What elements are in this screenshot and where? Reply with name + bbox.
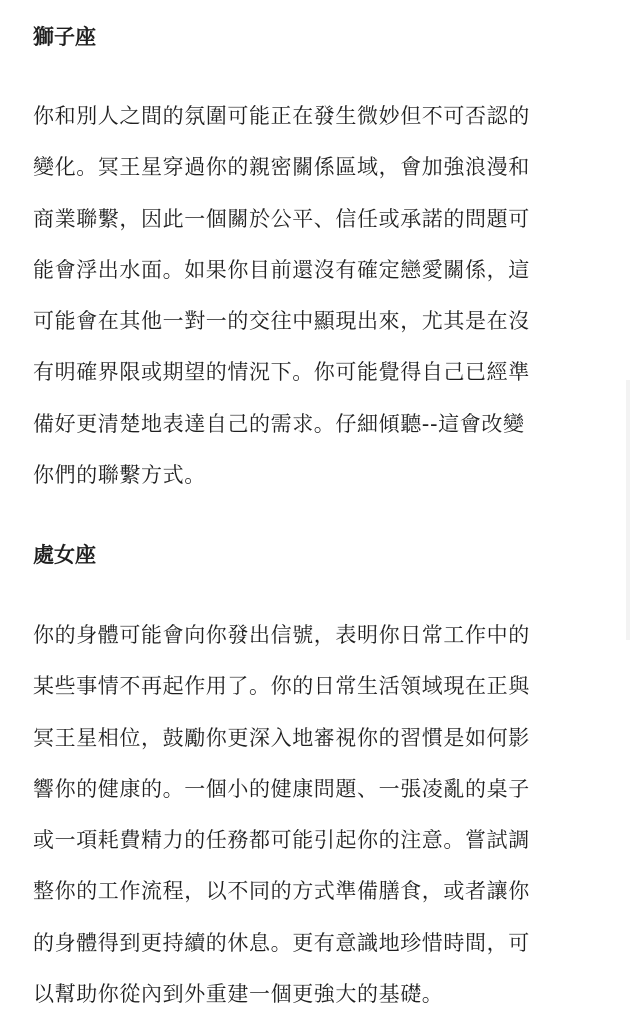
text-line: 能會浮出水面。如果你目前還沒有確定戀愛關係，這 [33,257,530,282]
text-line: 或一項耗費精力的任務都可能引起你的注意。嘗試調 [33,828,530,853]
text-line: 可能會在其他一對一的交往中顯現出來，尤其是在沒 [33,309,530,334]
text-line: 有明確界限或期望的情況下。你可能覺得自己已經準 [33,360,530,385]
text-line: 冥王星相位，鼓勵你更深入地審視你的習慣是如何影 [33,725,530,750]
text-line: 備好更清楚地表達自己的需求。仔細傾聽--這會改變 [33,411,525,436]
text-line: 以幫助你從內到外重建一個更強大的基礎。 [33,982,444,1007]
section-body-virgo [33,610,603,1020]
text-line: 商業聯繫，因此一個關於公平、信任或承諾的問題可 [33,206,530,231]
text-line: 變化。冥王星穿過你的親密關係區域，會加強浪漫和 [33,155,530,180]
text-line: 你的身體可能會向你發出信號，表明你日常工作中的 [33,623,530,647]
text-line: 你們的聯繫方式。 [33,463,206,488]
text-line: 響你的健康的。一個小的健康問題、一張凌亂的桌子 [33,776,530,801]
text-line: 的身體得到更持續的休息。更有意識地珍惜時間，可 [33,930,530,955]
text-line: 某些事情不再起作用了。你的日常生活領域現在正與 [33,674,530,699]
scrollbar[interactable] [626,380,630,640]
text-line: 整你的工作流程，以不同的方式準備膳食，或者讓你 [33,879,530,904]
section-body-leo [33,91,603,501]
text-line: 你和別人之間的氛圍可能正在發生微妙但不可否認的 [33,104,530,128]
section-title-leo: 獅子座 [33,25,96,49]
section-title-virgo: 處女座 [33,543,96,567]
